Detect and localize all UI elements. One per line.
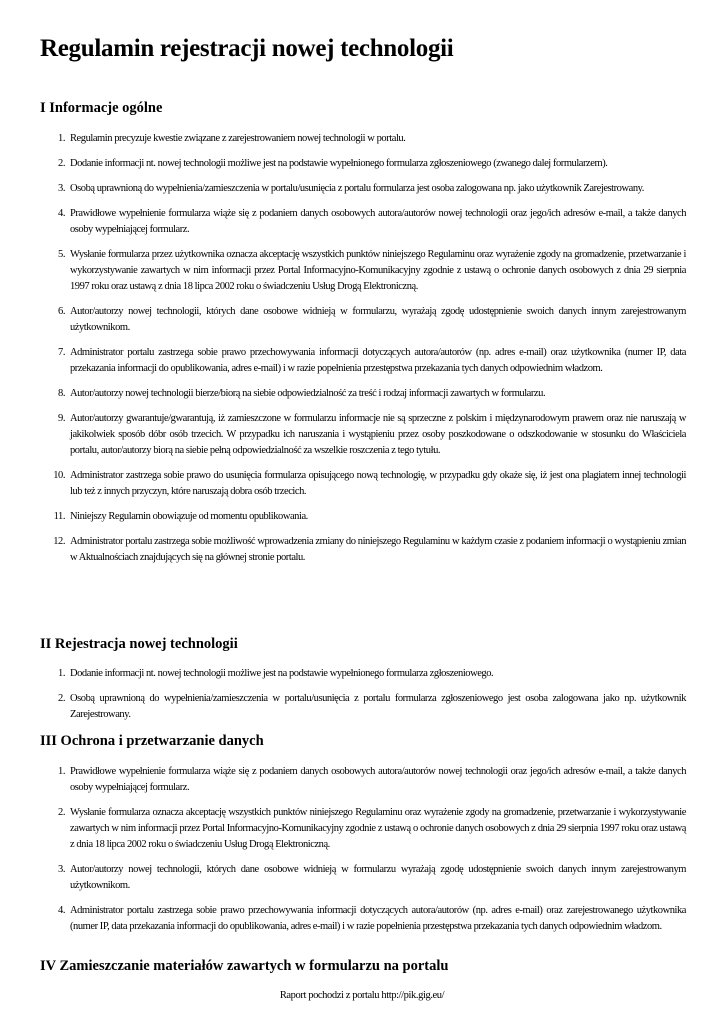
list-item — [40, 764, 686, 796]
list-item — [40, 156, 686, 172]
list-item-text: Regulamin precyzuje kwestie związane z zarejestrowaniem nowej technologii w portalu. — [70, 133, 406, 144]
list-item — [40, 386, 686, 402]
list-item-number: 10. — [53, 470, 65, 481]
list-item-text: Wysłanie formularza oznacza akceptację wszystkich punktów niniejszego Regulaminu oraz wyrażenie zgody na gromadzenie, przetwarzanie i wykorzystywanie zawartych w nim informacji przez Portal Informacyjno-Komunikacyjny zgodnie z ustawą o ochronie danych osobowych z dnia 29 sierpnia 1997 roku oraz ustawą z dnia 18 lipca 2002 roku o świadczeniu Usług Drogą Elektroniczną. — [70, 807, 686, 850]
section-list — [40, 764, 686, 944]
list-item-number: 6. — [58, 306, 65, 317]
list-item-number: 4. — [58, 208, 65, 219]
list-item — [40, 131, 686, 147]
list-item — [40, 181, 686, 197]
list-item — [40, 247, 686, 295]
list-item-text: Prawidłowe wypełnienie formularza wiąże się z podaniem danych osobowych autora/autorów nowej technologii oraz jego/ich adresów e-mail, a także danych osoby wypełniającej formularz. — [70, 766, 686, 793]
list-item-text: Wysłanie formularza przez użytkownika oznacza akceptację wszystkich punktów niniejszego Regulaminu oraz wyrażenie zgody na gromadzenie, przetwarzanie i wykorzystywanie zawartych w nim informacji przez Portal Informacyjno-Komunikacyjny zgodnie z ustawą o ochronie danych osobowych z dnia 29 sierpnia 1997 roku oraz ustawą z dnia 18 lipca 2002 roku o świadczeniu Usług Drogą Elektroniczną. — [70, 249, 686, 292]
list-item-number: 3. — [58, 183, 65, 194]
page-footer: Raport pochodzi z portalu http://pik.gig.eu/ — [279, 990, 445, 1001]
list-item-text: Autor/autorzy nowej technologii, których dane osobowe widnieją w formularzu, wyrażają zgodę udostępnienie swoich danych innym zarejestrowanym użytkownikom. — [70, 306, 686, 333]
list-item — [40, 903, 686, 935]
list-item — [40, 206, 686, 238]
list-item — [40, 666, 686, 682]
list-item-number: 8. — [58, 388, 65, 399]
section-heading: IV Zamieszczanie materiałów zawartych w formularzu na portalu — [40, 958, 449, 974]
list-item-number: 1. — [58, 766, 65, 777]
list-item-number: 7. — [58, 347, 65, 358]
list-item-text: Dodanie informacji nt. nowej technologii możliwe jest na podstawie wypełnionego formularza zgłoszeniowego. — [70, 668, 494, 679]
list-item — [40, 805, 686, 853]
list-item — [40, 691, 686, 723]
list-item-text: Osobą uprawnioną do wypełnienia/zamieszczenia w portalu/usunięcia z portalu formularza jest osoba zalogowana np. jako użytkownik Zarejestrowany. — [70, 183, 644, 194]
list-item — [40, 534, 686, 566]
list-item-number: 3. — [58, 864, 65, 875]
list-item-number: 2. — [58, 693, 65, 704]
list-item-number: 1. — [58, 133, 65, 144]
list-item-number: 1. — [58, 668, 65, 679]
list-item-text: Administrator portalu zastrzega sobie prawo przechowywania informacji dotyczących autora/autorów (np. adres e-mail) oraz użytkownika (numer IP, data przekazania informacji do opublikowania, adres e-mail) i w razie popełnienia przestępstwa przekazania tych danych odpowiednim władzom. — [70, 347, 686, 374]
section-list — [40, 666, 686, 732]
list-item-number: 11. — [53, 511, 65, 522]
list-item-number: 5. — [58, 249, 65, 260]
section-heading: II Rejestracja nowej technologii — [40, 636, 238, 652]
list-item — [40, 411, 686, 459]
list-item — [40, 509, 686, 525]
list-item-text: Administrator zastrzega sobie prawo do usunięcia formularza opisującego nową technologię, w przypadku gdy okaże się, iż jest ona plagiatem innej technologii lub też z innych przyczyn, które naruszają dobra osób trzecich. — [70, 470, 686, 497]
list-item — [40, 345, 686, 377]
list-item-text: Administrator portalu zastrzega sobie możliwość wprowadzenia zmiany do niniejszego Regulaminu w każdym czasie z podaniem informacji o wystąpieniu zmian w Aktualnościach znajdujących się na głównej stronie portalu. — [70, 536, 686, 563]
list-item — [40, 304, 686, 336]
list-item-number: 2. — [58, 807, 65, 818]
list-item-text: Autor/autorzy nowej technologii, których dane osobowe widnieją w formularzu wyrażają zgodę udostępnienie swoich danych innym zarejestrowanym użytkownikom. — [70, 864, 686, 891]
list-item-number: 12. — [53, 536, 65, 547]
section-heading: I Informacje ogólne — [40, 100, 163, 116]
list-item-text: Autor/autorzy gwarantuje/gwarantują, iż zamieszczone w formularzu informacje nie są sprzeczne z polskim i międzynarodowym prawem oraz nie naruszają w jakikolwiek sposób dóbr osób trzecich. W przypadku ich naruszania i wystąpieniu przez osoby poszkodowane o odszkodowanie w stosunku do Właściciela portalu, autor/autorzy biorą na siebie pełną odpowiedzialność za wszelkie roszczenia z tego tytułu. — [70, 413, 686, 456]
section-list — [40, 131, 686, 575]
list-item-text: Prawidłowe wypełnienie formularza wiąże się z podaniem danych osobowych autora/autorów nowej technologii oraz jego/ich adresów e-mail, a także danych osoby wypełniającej formularz. — [70, 208, 686, 235]
list-item-number: 9. — [58, 413, 65, 424]
list-item-text: Autor/autorzy nowej technologii bierze/biorą na siebie odpowiedzialność za treść i rodzaj informacji zawartych w formularzu. — [70, 388, 546, 399]
list-item-text: Osobą uprawnioną do wypełnienia/zamieszczenia w portalu/usunięcia z portalu formularza zgłoszeniowego jest osoba zalogowana jako np. użytkownik Zarejestrowany. — [70, 693, 686, 720]
list-item-text: Niniejszy Regulamin obowiązuje od momentu opublikowania. — [70, 511, 308, 522]
list-item — [40, 468, 686, 500]
section-heading: III Ochrona i przetwarzanie danych — [40, 733, 264, 749]
list-item — [40, 862, 686, 894]
list-item-text: Dodanie informacji nt. nowej technologii możliwe jest na podstawie wypełnionego formularza zgłoszeniowego (zwanego dalej formularzem). — [70, 158, 608, 169]
list-item-number: 4. — [58, 905, 65, 916]
page-title: Regulamin rejestracji nowej technologii — [40, 35, 454, 62]
list-item-number: 2. — [58, 158, 65, 169]
list-item-text: Administrator portalu zastrzega sobie prawo przechowywania informacji dotyczących autora/autorów (np. adres e-mail) oraz zarejestrowanego użytkownika (numer IP, data przekazania informacji do opublikowania, adres e-mail) i w razie popełnienia przestępstwa przekazania tych danych odpowiednim władzom. — [70, 905, 686, 932]
